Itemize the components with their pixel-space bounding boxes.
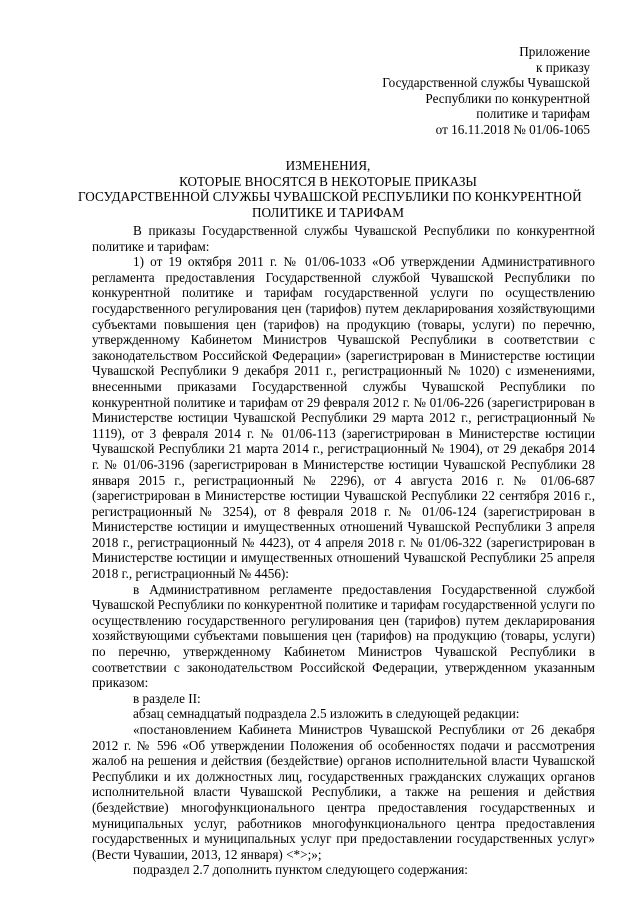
appendix-line: Государственной службы Чувашской bbox=[382, 75, 590, 91]
appendix-line: Приложение bbox=[519, 44, 590, 59]
appendix-line: политике и тарифам bbox=[476, 106, 590, 122]
document-body bbox=[92, 223, 595, 878]
body-paragraph: подраздел 2.7 дополнить пунктом следующего содержания: bbox=[133, 862, 468, 878]
body-paragraph: в Административном регламенте предоставления Государственной службой Чувашской Республики по конкурентной политике и тарифам государственной услуги по осуществлению государственного регулирования цен (тарифов) путем декларирования хозяйствующими субъектами повышения цен (тарифов) на продукцию (товары, услуги) по перечню, утвержденному Кабинетом Министров Чувашской Республики в соответствии с законодательством Российской Федерации, утвержденном указанным приказом: bbox=[92, 581, 595, 691]
heading-line: ГОСУДАРСТВЕННОЙ СЛУЖБЫ ЧУВАШСКОЙ РЕСПУБЛИКИ ПО КОНКУРЕНТНОЙ bbox=[78, 189, 582, 205]
appendix-line: Республики по конкурентной bbox=[425, 90, 590, 106]
heading-line: КОТОРЫЕ ВНОСЯТСЯ В НЕКОТОРЫЕ ПРИКАЗЫ bbox=[179, 173, 477, 189]
appendix-line: к приказу bbox=[536, 59, 590, 75]
heading-line: ПОЛИТИКЕ И ТАРИФАМ bbox=[251, 204, 405, 220]
body-paragraph: 1) от 19 октября 2011 г. № 01/06-1033 «Об утверждении Административного регламента предоставления Государственной службой Чувашской Республики по конкурентной политике и тарифам государственной услуги по осуществлению государственного регулирования цен (тарифов) путем декларирования хозяйствующими субъектами повышения цен (тарифов) на продукцию (товары, услуги) по перечню, утвержденному Кабинетом Министров Чувашской Республики в соответствии с законодательством Российской Федерации» (зарегистрирован в Министерстве юстиции Чувашской Республики 9 декабря 2011 г., регистрационный № 1020) с изменениями, внесенными приказами Государственной службы Чувашской Республики по конкурентной политике и тарифам от 29 февраля 2012 г. № 01/06-226 (зарегистрирован в Министерстве юстиции Чувашской Республики 29 марта 2012 г., регистрационный № 1119), от 3 февраля 2014 г. № 01/06-113 (зарегистрирован в Министерстве юстиции Чувашской Республики 21 марта 2014 г., регистрационный № 1904), от 29 декабря 2014 г. № 01/06-3196 (зарегистрирован в Министерстве юстиции Чувашской Республики 28 января 2015 г., регистрационный № 2296), от 4 августа 2016 г. № 01/06-687 (зарегистрирован в Министерстве юстиции Чувашской Республики 22 сентября 2016 г., регистрационный № 3254), от 8 февраля 2018 г. № 01/06-124 (зарегистрирован в Министерстве юстиции и имущественных отношений Чувашской Республики 3 апреля 2018 г., регистрационный № 4423), от 4 апреля 2018 г. № 01/06-322 (зарегистрирован в Министерстве юстиции и имущественных отношений Чувашской Республики 25 апреля 2018 г., регистрационный № 4456): bbox=[92, 254, 595, 582]
heading-line: ИЗМЕНЕНИЯ, bbox=[285, 158, 371, 173]
document-heading bbox=[78, 158, 582, 220]
body-paragraph: абзац семнадцатый подраздела 2.5 изложить в следующей редакции: bbox=[133, 706, 520, 722]
body-paragraph: В приказы Государственной службы Чувашской Республики по конкурентной политике и тарифам: bbox=[92, 223, 595, 254]
appendix-block bbox=[310, 44, 590, 138]
body-paragraph: «постановлением Кабинета Министров Чувашской Республики от 26 декабря 2012 г. № 596 «Об утверждении Положения об особенностях подачи и рассмотрения жалоб на решения и действия (бездействие) органов исполнительной власти Чувашской Республики и их должностных лиц, государственных гражданских служащих органов исполнительной власти Чувашской Республики, а также на решения и действия (бездействие) многофункционального центра предоставления государственных и муниципальных услуг, работников многофункционального центра предоставления государственных и муниципальных услуг при предоставлении государственных услуг» (Вести Чувашии, 2013, 12 января) <*>;»; bbox=[92, 722, 595, 862]
body-paragraph: в разделе II: bbox=[133, 690, 201, 706]
appendix-line: от 16.11.2018 № 01/06-1065 bbox=[435, 121, 590, 137]
